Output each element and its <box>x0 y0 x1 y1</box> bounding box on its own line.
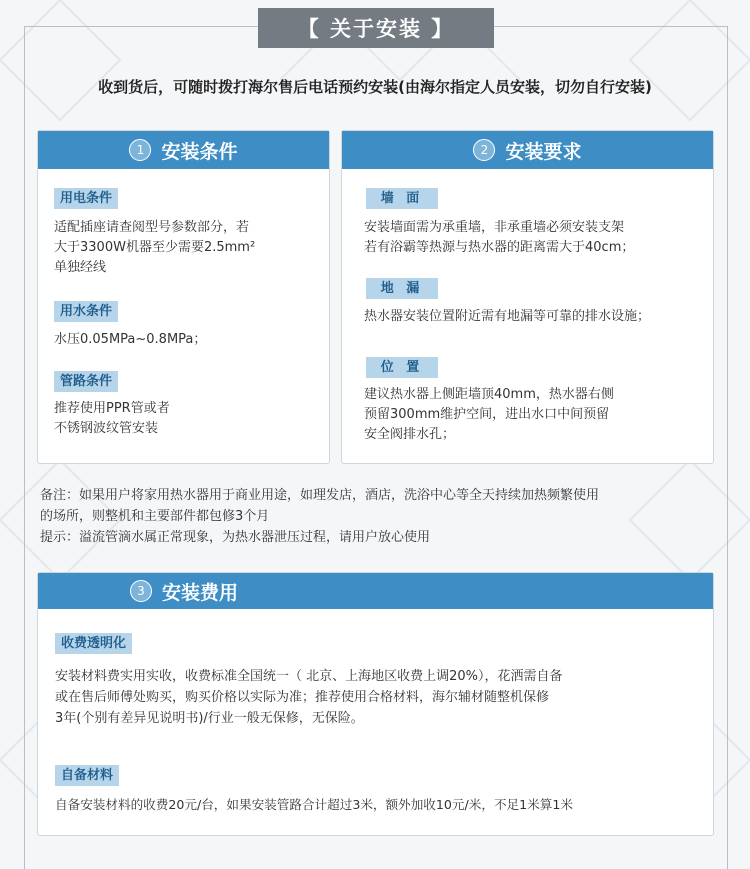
section-tag: 地 漏 <box>366 278 438 299</box>
card-header <box>342 131 713 169</box>
section-line: 自备安装材料的收费20元/台，如果安装管路合计超过3米，额外加收10元/米，不足1米算1米 <box>55 797 573 812</box>
section-tag: 位 置 <box>366 357 438 378</box>
remark-line: 的场所，则整机和主要部件都包修3个月 <box>40 509 270 524</box>
install-conditions-card <box>37 130 330 464</box>
card-title: 安装条件 <box>161 140 238 163</box>
step-number-badge: 1 <box>129 139 151 161</box>
intro-text: 收到货后，可随时拨打海尔售后电话预约安装(由海尔指定人员安装，切勿自行安装) <box>98 78 652 96</box>
card-title: 安装要求 <box>505 140 582 163</box>
section-line: 推荐使用PPR管或者 <box>54 401 170 416</box>
install-fees-card <box>37 572 714 836</box>
section-line: 若有浴霸等热源与热水器的距离需大于40cm； <box>364 240 635 255</box>
section-line: 单独经线 <box>54 260 107 275</box>
step-number-badge: 3 <box>130 580 152 602</box>
section-line: 安装材料费实用实收，收费标准全国统一（ 北京、上海地区收费上调20%），花洒需自备 <box>55 669 563 684</box>
section-line: 适配插座请查阅型号参数部分，若 <box>54 220 250 235</box>
step-number-badge: 2 <box>473 139 495 161</box>
install-requirements-card <box>341 130 714 464</box>
section-line: 不锈钢波纹管安装 <box>54 421 159 436</box>
section-line: 预留300mm维护空间，进出水口中间预留 <box>364 407 610 422</box>
section-tag: 用电条件 <box>54 188 118 209</box>
card-title: 安装费用 <box>162 581 239 604</box>
card-header <box>38 131 329 169</box>
section-line: 或在售后师傅处购买，购买价格以实际为准；推荐使用合格材料，海尔辅材随整机保修 <box>55 690 550 705</box>
section-line: 热水器安装位置附近需有地漏等可靠的排水设施； <box>364 309 651 324</box>
section-line: 建议热水器上侧距墙顶40mm，热水器右侧 <box>364 387 614 402</box>
section-line: 3年(个别有差异见说明书)/行业一般无保修，无保险。 <box>55 711 364 726</box>
section-tag: 墙 面 <box>366 188 438 209</box>
section-tag: 收费透明化 <box>55 633 132 654</box>
card-header <box>38 573 713 609</box>
remark-line: 备注：如果用户将家用热水器用于商业用途，如理发店，酒店，洗浴中心等全天持续加热频繁使用 <box>40 488 600 503</box>
section-line: 安装墙面需为承重墙，非承重墙必须安装支架 <box>364 220 625 235</box>
section-tag: 自备材料 <box>55 765 119 786</box>
section-line: 水压0.05MPa~0.8MPa； <box>54 332 207 347</box>
tip-line: 提示：溢流管滴水属正常现象，为热水器泄压过程，请用户放心使用 <box>40 530 431 545</box>
section-line: 安全阀排水孔； <box>364 427 456 442</box>
page-title: 【 关于安装 】 <box>258 8 494 48</box>
section-tag: 管路条件 <box>54 371 118 392</box>
section-tag: 用水条件 <box>54 301 118 322</box>
section-line: 大于3300W机器至少需要2.5mm² <box>54 240 256 255</box>
